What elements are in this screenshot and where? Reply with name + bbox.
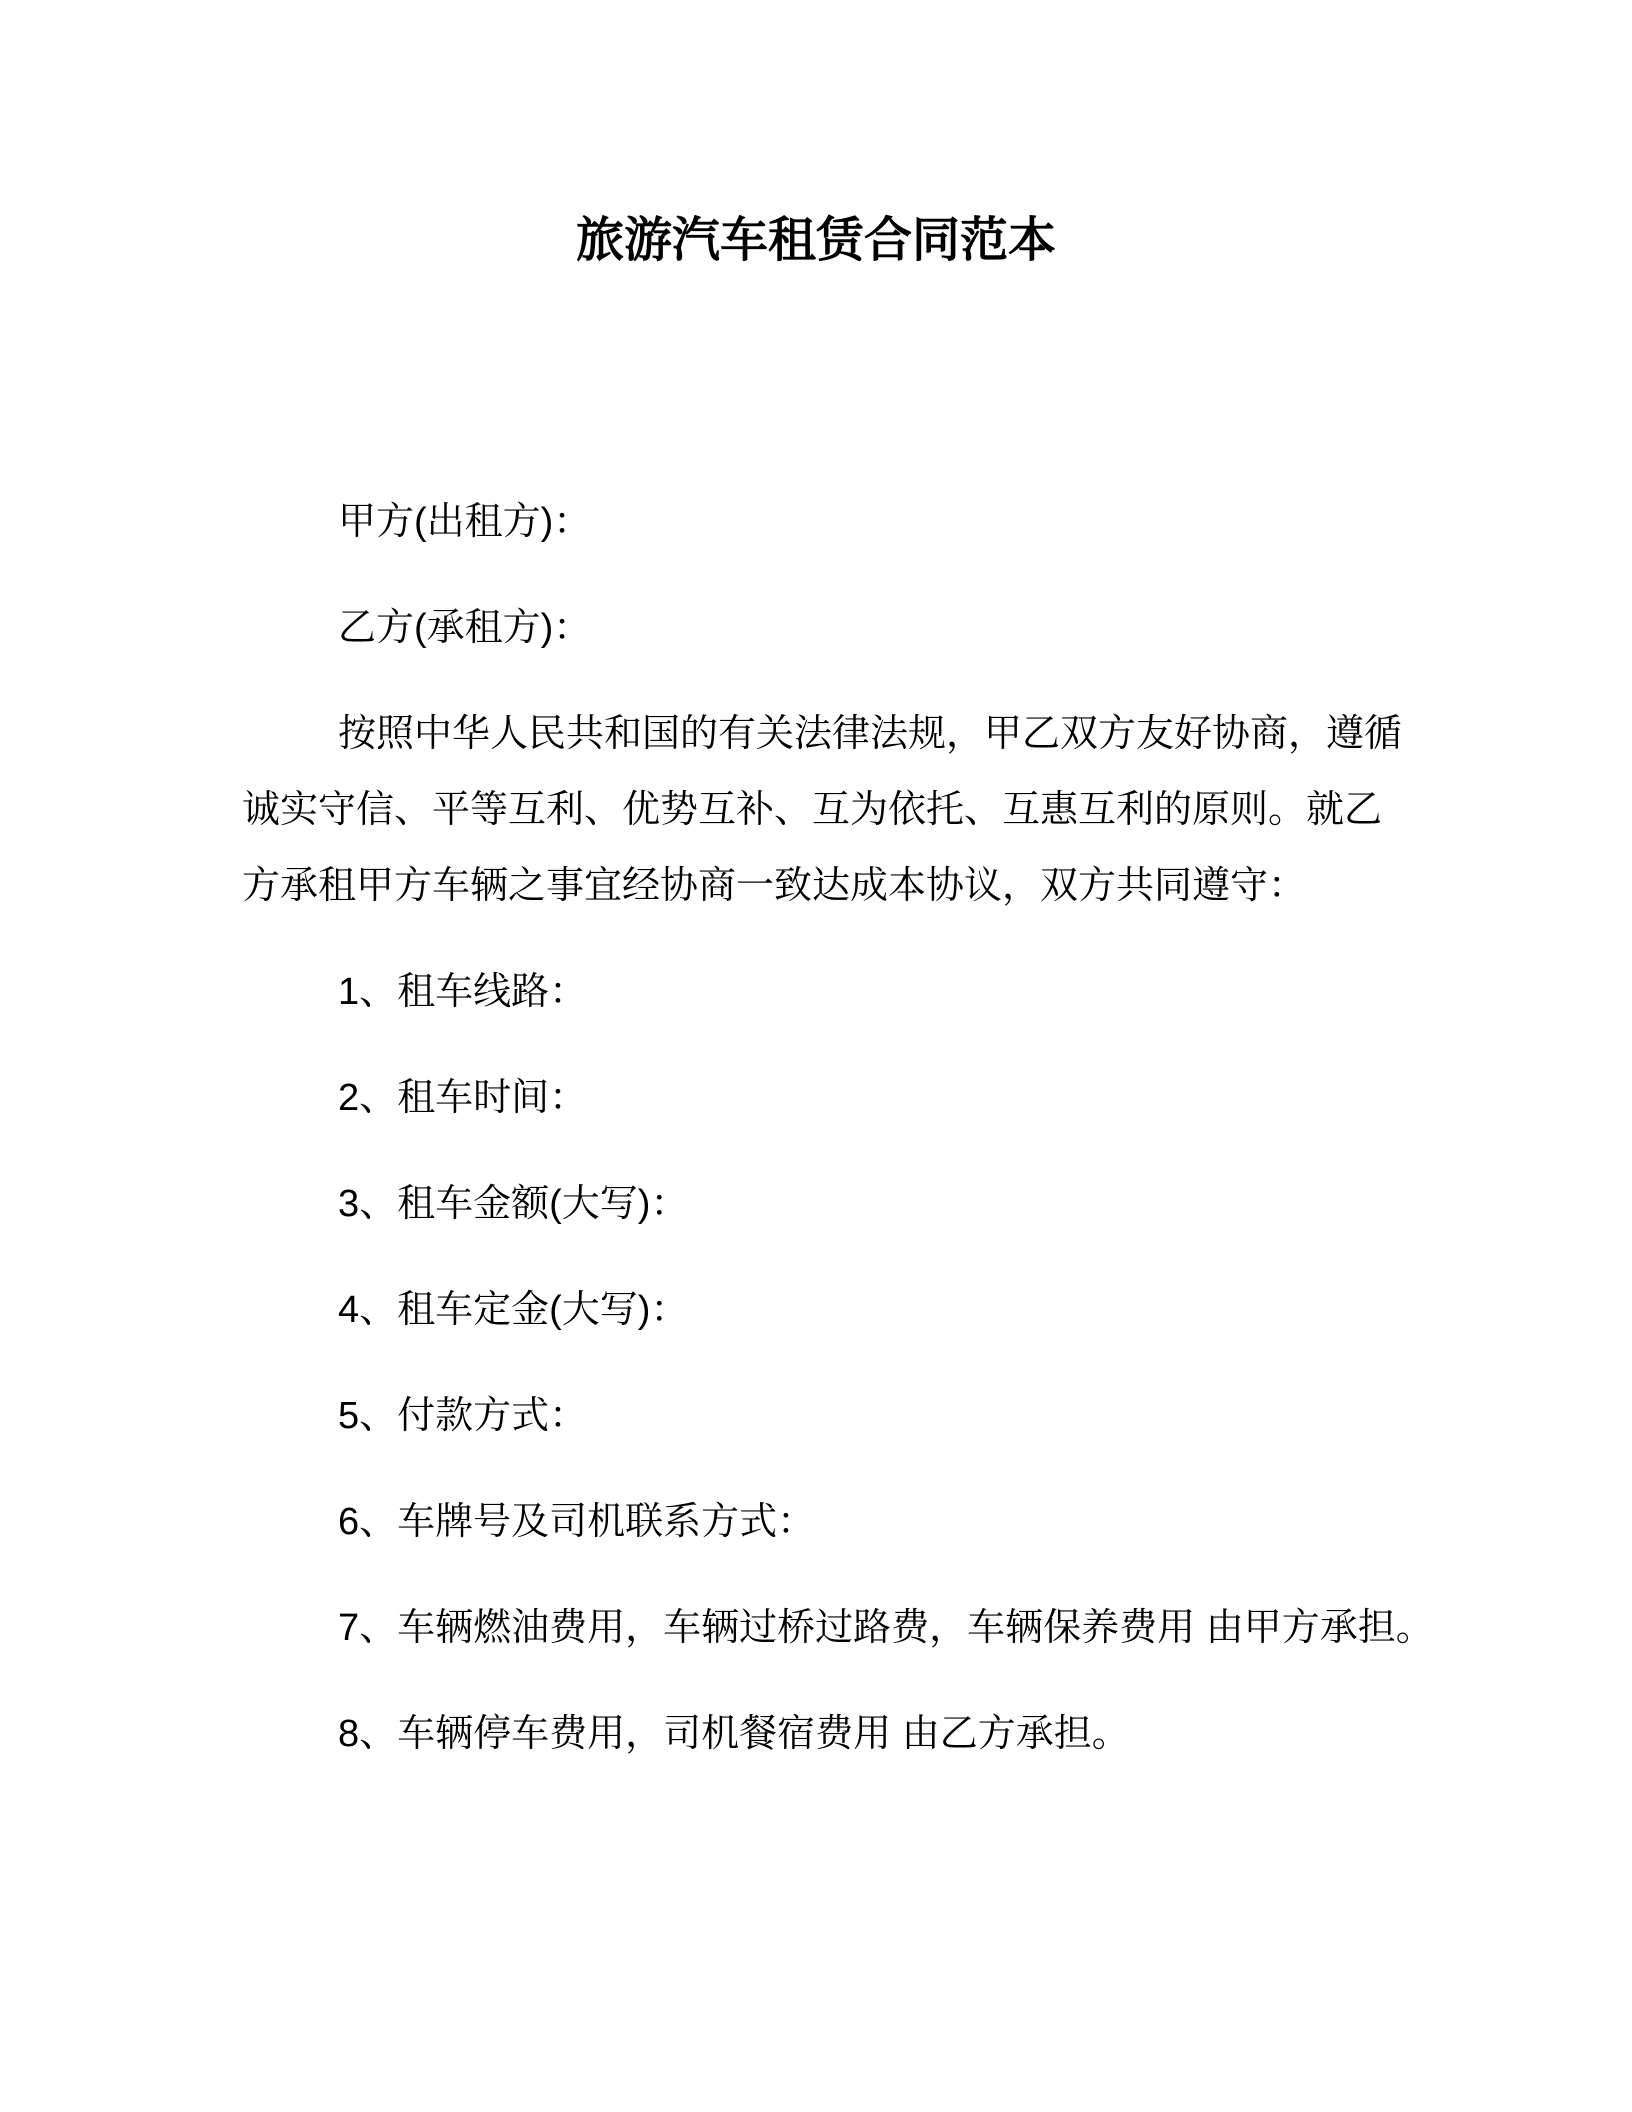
clause-item-3: 3、租车金额(大写)： (338, 1183, 689, 1225)
clause-item-1: 1、租车线路： (338, 971, 588, 1013)
preamble-paragraph (242, 696, 1403, 924)
party-b-line: 乙方(承租方)： (338, 607, 592, 649)
clause-item-6: 6、车牌号及司机联系方式： (338, 1501, 816, 1543)
preamble-line-2: 诚实守信、平等互利、优势互补、互为依托、互惠互利的原则。就乙 (242, 789, 1383, 831)
clause-item-5: 5、付款方式： (338, 1395, 588, 1437)
party-a-line: 甲方(出租方)： (338, 501, 592, 543)
preamble-line-1: 按照中华人民共和国的有关法律法规，甲乙双方友好协商，遵循 (338, 713, 1403, 755)
preamble-line-3: 方承租甲方车辆之事宜经协商一致达成本协议，双方共同遵守： (242, 865, 1307, 907)
clause-item-4: 4、租车定金(大写)： (338, 1289, 689, 1331)
clause-item-2: 2、租车时间： (338, 1077, 588, 1119)
clause-item-8: 8、车辆停车费用，司机餐宿费用 由乙方承担。 (338, 1713, 1130, 1755)
clause-item-7: 7、车辆燃油费用，车辆过桥过路费，车辆保养费用 由甲方承担。 (338, 1607, 1434, 1649)
document-title: 旅游汽车租赁合同范本 (575, 214, 1056, 267)
document-body (242, 484, 1434, 1772)
